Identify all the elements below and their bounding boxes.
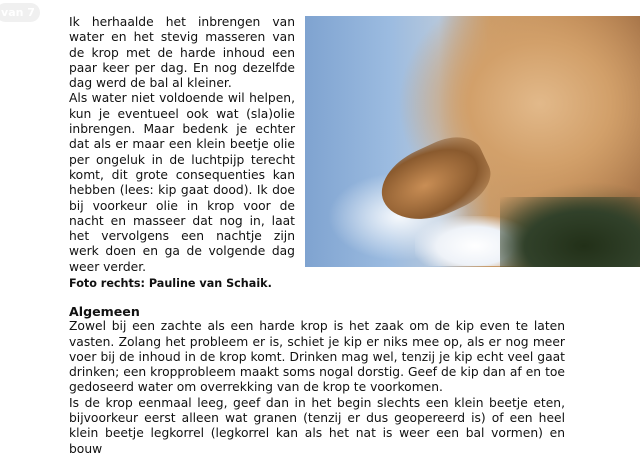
paragraph-water-massage: Ik herhaalde het inbrengen van water en het stevig masseren van de krop met de harde inhoud een paar keer per dag. En nog dezelfde dag werd de bal al kleiner. <box>69 15 295 91</box>
chicken-drinking-photo <box>305 16 640 267</box>
paragraph-refeeding: Is de krop eenmaal leeg, geef dan in het begin slechts een klein beetje eten, bijvoorkeur eerst alleen wat granen (tenzij er dus geopereerd is) of een heel klein beetje legkorrel (legkorrel kan als het nat is weer een bal vormen) en bouw <box>69 395 565 456</box>
photo-credit: Foto rechts: Pauline van Schaik. <box>69 277 272 290</box>
section-heading: Algemeen <box>69 304 140 319</box>
photo-grass-shape <box>500 197 640 267</box>
section-algemeen <box>69 304 565 457</box>
page-count-badge: van 7 <box>0 3 40 22</box>
left-text-column <box>69 15 295 275</box>
paragraph-fasting: Zowel bij een zachte als een harde krop is het zaak om de kip even te laten vasten. Zolang het probleem er is, schiet je kip er niks mee op, als er nog meer voer bij de inhoud in de krop komt. Drinken mag wel, tenzij je kip echt veel gaat drinken; een kropprobleem maakt soms nogal dorstig. Geef de kip dan af en toe gedoseerd water om overrekking van de krop te voorkomen. <box>69 319 565 395</box>
paragraph-oil-advice: Als water niet voldoende wil helpen, kun je eventueel ook wat (sla)olie inbrengen. Maar bedenk je echter dat als er maar een klein beetje olie per ongeluk in de luchtpijp terecht komt, dit grote consequenties kan hebben (lees: kip gaat dood). Ik doe bij voorkeur olie in krop voor de nacht en masseer dat nog in, laat het vervolgens een nachtje zijn werk doen en ga de volgende dag weer verder. <box>69 91 295 274</box>
